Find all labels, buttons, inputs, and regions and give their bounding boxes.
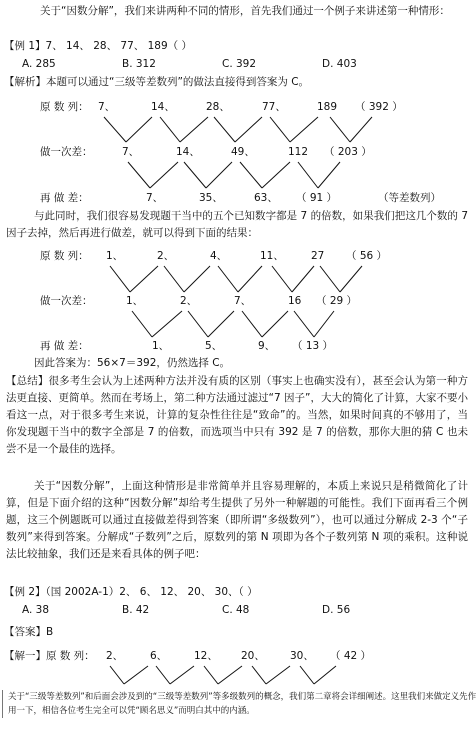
example1-option-d: D. 403 (322, 58, 357, 70)
table1-d1-label: 做一次差： (40, 146, 93, 158)
table2-d2-value: （ 13 ） (292, 340, 334, 352)
example2-option-b: B. 42 (122, 604, 150, 616)
example1-option-b: B. 312 (122, 58, 156, 70)
table1-d1-value: 49、 (231, 146, 255, 158)
example1-option-a: A. 285 (22, 58, 56, 70)
table1-d2-note: （等差数列） (378, 192, 441, 204)
example2-orig-value: （ 42 ） (330, 650, 372, 662)
table2-d1-value: 16 (288, 295, 302, 307)
table1-d1-value: 7、 (122, 146, 140, 158)
example2-question: 【例 2】（国 2002A-1）2、 6、 12、 20、 30、（ ） (4, 586, 258, 598)
paragraph-factor-decomposition: 关于“因数分解”，上面这种情形是非常简单并且容易理解的，本质上来说只是稍微简化了计算，但是下面介绍的这种“因数分解”却给考生提供了另外一种解题的可能性。我们下面再看三个例题，这三个例题既可以通过直接做差得到答案（即所谓“多级数列”），也可以通过分解成 2-3 个“子数列”来得到答案。分解成“子数列”之后，原数列的第 N 项即为各个子数列第 N 项的乘积。这种说法比较抽象，我们还是来看具体的例子吧： (6, 480, 468, 560)
example1-analysis: 【解析】本题可以通过“三级等差数列”的做法直接得到答案为 C。 (4, 76, 310, 88)
table1-d2-value: 7、 (146, 192, 164, 204)
table1-d1-value: （ 203 ） (324, 146, 372, 158)
example1-option-c: C. 392 (222, 58, 257, 70)
answer-line: 因此答案为：56×7＝392，仍然选择 C。 (34, 357, 231, 369)
table1-orig-value: （ 392 ） (355, 101, 403, 113)
table2-d1-value: （ 29 ） (316, 295, 358, 307)
example2-orig-value: 12、 (194, 650, 218, 662)
table1-d2-value: （ 91 ） (296, 192, 338, 204)
table1-d1-value: 112 (288, 146, 309, 158)
table2-d2-value: 1、 (152, 340, 170, 352)
table1-d1-value: 14、 (176, 146, 200, 158)
table2-d1-label: 做一次差： (40, 295, 93, 307)
example2-orig-value: 20、 (241, 650, 265, 662)
table1-orig-value: 14、 (151, 101, 175, 113)
table2-orig-value: 2、 (157, 250, 175, 262)
table2-d1-value: 2、 (180, 295, 198, 307)
intro-text: 关于“因数分解”，我们来讲两种不同的情形，首先我们通过一个例子来讲述第一种情形： (40, 5, 450, 17)
example2-orig-value: 6、 (150, 650, 168, 662)
example2-answer: 【答案】B (4, 626, 54, 638)
footnote: 关于“三级等差数列”和后面会涉及到的“三级等差数列”等多级数列的概念，我们第二章将会详细阐述。这里我们来做定义先作用一下，相信各位考生完全可以凭“顾名思义”而明白其中的内涵。 (2, 690, 476, 718)
example1-question: 【例 1】7、 14、 28、 77、 189（ ） (4, 40, 193, 52)
table1-orig-value: 189 (317, 101, 338, 113)
table1-d2-value: 63、 (254, 192, 278, 204)
table1-orig-value: 7、 (98, 101, 116, 113)
table2-orig-label: 原 数 列： (40, 250, 89, 262)
paragraph-factor-seven: 与此同时，我们很容易发现题干当中的五个已知数字都是 7 的倍数，如果我们把这几个数的 7 因子去掉，然后再进行做差，就可以得到下面的结果： (6, 210, 468, 239)
table2-d1-value: 7、 (234, 295, 252, 307)
table1-orig-value: 77、 (262, 101, 286, 113)
example2-solution-label: 【解一】原 数 列： (4, 650, 95, 662)
table2-d1-value: 1、 (126, 295, 144, 307)
table2-orig-value: 11、 (260, 250, 284, 262)
table2-d2-label: 再 做 差： (40, 340, 89, 352)
summary-paragraph: 【总结】很多考生会认为上述两种方法并没有质的区别（事实上也确实没有），甚至会认为第一种方法更直接、更简单。然而在考场上，第二种方法通过滤过“7 因子”，大大的简化了计算，大家不要小看这一点，对于很多考生来说，计算的复杂性往往是“致命”的。当然，如果时间真的不够用了，当你发现题干当中的数字全部是 7 的倍数，而选项当中只有 392 是 7 的倍数，那你大胆的猜 C 也未尝不是一个最佳的选择。 (6, 375, 468, 455)
example2-option-d: D. 56 (322, 604, 351, 616)
table2-orig-value: 27 (311, 250, 325, 262)
example2-orig-value: 30、 (290, 650, 314, 662)
table2-d2-value: 9、 (258, 340, 276, 352)
table1-d2-value: 35、 (199, 192, 223, 204)
table2-orig-value: 4、 (210, 250, 228, 262)
table1-orig-value: 28、 (206, 101, 230, 113)
table1-d2-label: 再 做 差： (40, 192, 89, 204)
example2-option-a: A. 38 (22, 604, 50, 616)
table2-d2-value: 5、 (205, 340, 223, 352)
table2-orig-value: （ 56 ） (346, 250, 388, 262)
example2-orig-value: 2、 (106, 650, 124, 662)
table2-orig-value: 1、 (106, 250, 124, 262)
example2-option-c: C. 48 (222, 604, 250, 616)
table1-orig-label: 原 数 列： (40, 101, 89, 113)
